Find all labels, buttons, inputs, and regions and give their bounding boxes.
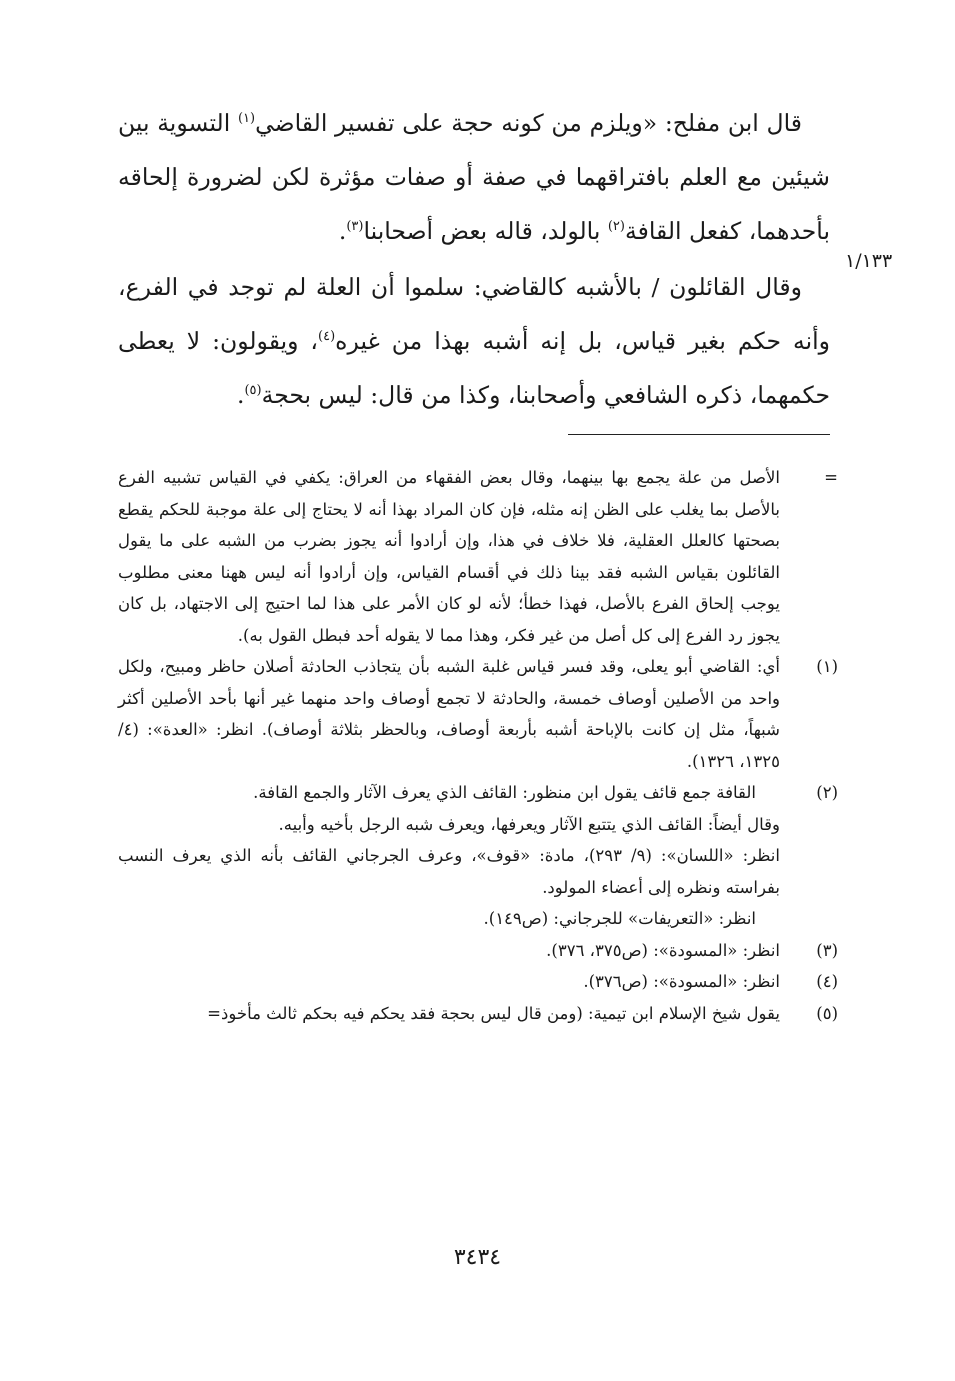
footnote-number: (١)	[816, 657, 838, 676]
footnote-ref-2[interactable]: (٢)	[607, 219, 625, 235]
footnote-line: وقال أيضاً: القائف الذي يتتبع الآثار ويعرفها، ويعرف شبه الرجل بأخيه وأبيه.	[278, 814, 780, 834]
footnote-4	[118, 966, 838, 998]
footnote-2	[118, 777, 838, 935]
footnote-line: انظر: «اللسان»: (٩/ ٢٩٣)، مادة: «قوف»، وعرف الجرجاني القائف بأنه الذي يعرف النسب بفراسته ونظره إلى أعضاء المولود.	[118, 846, 780, 897]
footnote-number: (٤)	[816, 972, 838, 991]
text-segment: التسوية بين شيئين مع العلم بافتراقهما في صفة أو صفات مؤثرة لكن لضرورة إلحاقه بأحدهما، كفعل القافة	[118, 109, 830, 245]
footnote-text: الأصل من علة يجمع بها بينهما، وقال بعض الفقهاء من العراق: يكفي في القياس تشبيه الفرع بالأصل بما يغلب على الظن إنه مثله، فإن كان المراد بهذا أنه لا يحتاج إلى علة موجبة للحكم يقطع بصحتها كالعلل العقلية، فلا خلاف في هذا، وإن أرادوا أنه يجوز بضرب من الشبه على ما يقول القائلون بقياس الشبه فقد بينا ذلك في أقسام القياس، وإن أرادوا أنه ليس ههنا معنى مطلوب يوجب إلحاق الفرع بالأصل، فهذا خطأ؛ لأنه لو كان الأمر على هذا لما احتيج إلى الاجتهاد، بل كان يجوز رد الفرع إلى كل أصل من غير فكر، وهذا مما لا يقوله أحد فبطل القول به).	[118, 468, 780, 645]
footnote-3	[118, 935, 838, 967]
footnote-number: (٣)	[816, 940, 838, 960]
footnote-number: (٢)	[816, 783, 838, 802]
footnote-continuation	[118, 462, 838, 651]
footnote-number: (٥)	[816, 1003, 838, 1023]
footnote-1	[118, 651, 838, 777]
footnote-ref-5[interactable]: (٥)	[244, 383, 262, 399]
footnotes	[118, 462, 838, 1029]
footnote-text: انظر: «المسودة»: (ص٣٧٦).	[583, 972, 780, 991]
footnote-ref-1[interactable]: (١)	[237, 111, 256, 127]
footnote-text: انظر: «المسودة»: (ص٣٧٥، ٣٧٦).	[546, 940, 780, 960]
main-text	[118, 96, 830, 422]
continuation-mark: =	[824, 468, 838, 487]
text-segment: وقال القائلون / بالأشبه كالقاضي: سلموا أن العلة لم توجد في الفرع، وأنه حكم بغير قياس، بل إنه أشبه بهذا من غيره	[118, 273, 831, 355]
text-segment: قال ابن مفلح: «ويلزم من كونه حجة على تفسير القاضي	[255, 109, 802, 137]
footnote-ref-3[interactable]: (٣)	[346, 219, 364, 235]
footnote-separator	[568, 434, 830, 435]
text-segment: بالولد، قاله بعض أصحابنا	[363, 217, 608, 245]
text-segment: ، ويقولون: لا يعطى حكمهما، ذكره الشافعي وأصحابنا، وكذا من قال: ليس بحجة	[118, 327, 830, 409]
footnote-text: يقول شيخ الإسلام ابن تيمية: (ومن قال ليس بحجة فقد يحكم فيه بحكم ثالث مأخوذ=	[207, 1003, 780, 1023]
footnote-text-block	[118, 777, 780, 935]
footnote-text: أي: القاضي أبو يعلى، وقد فسر قياس غلبة الشبه بأن يتجاذب الحادثة أصلان حاظر ومبيح، ولكل واحد من الأصلين أوصاف خمسة، والحادثة لا تجمع أوصاف واحد منهما غير أنها بأحد الأصلين أكثر شبهاً، مثل إن كانت بالإباحة أشبه بأربعة أوصاف، وبالحظر بثلاثة أوصاف). انظر: «العدة»: (٤/ ١٣٢٥، ١٣٢٦).	[118, 657, 780, 771]
footnote-ref-4[interactable]: (٤)	[318, 329, 336, 345]
text-segment: .	[338, 217, 347, 245]
main-paragraph-1	[118, 96, 830, 258]
footnote-line: انظر: «التعريفات» للجرجاني: (ص١٤٩).	[483, 909, 756, 928]
text-segment: .	[236, 381, 245, 409]
main-paragraph-2	[118, 260, 830, 422]
page-number: ٣٤٣٤	[453, 1245, 502, 1270]
marginal-reference: ١/١٣٣	[845, 250, 893, 272]
footnote-line: القافة جمع قائف يقول ابن منظور: القائف الذي يعرف الآثار والجمع القافة.	[253, 783, 756, 802]
footnote-5	[118, 998, 838, 1030]
